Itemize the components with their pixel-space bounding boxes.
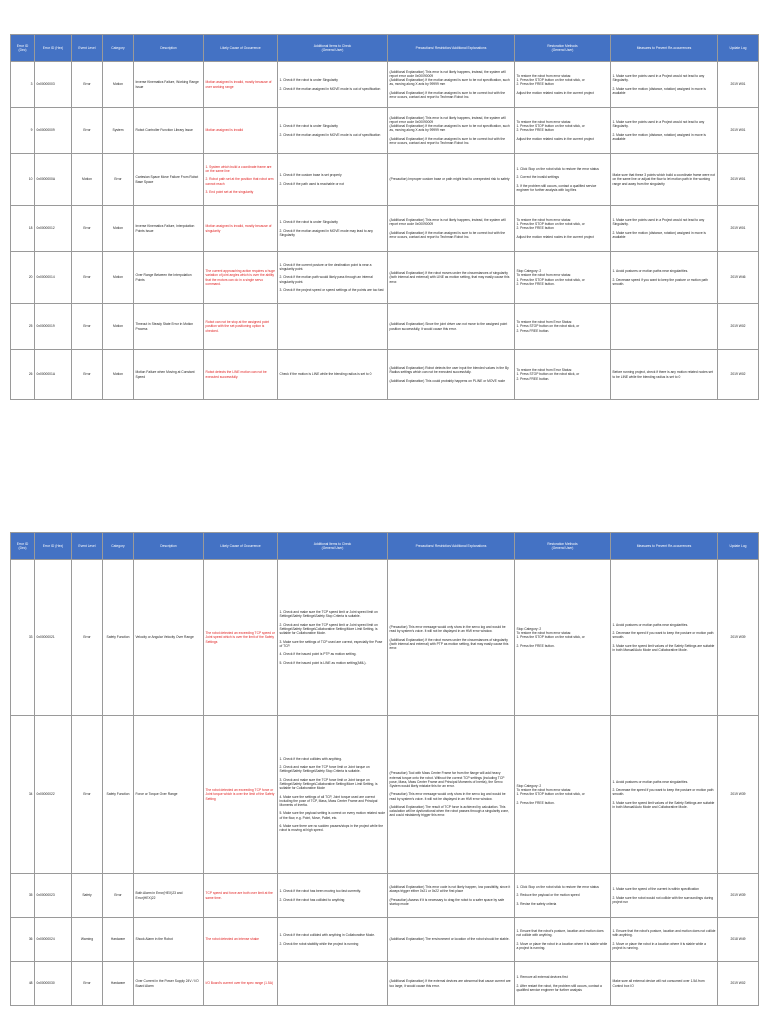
header-row	[11, 533, 759, 560]
cell-event-level: Error	[72, 206, 103, 252]
cell-precautions: (Precaution) Improper custom base or path might lead to unexpected risk to safety	[388, 154, 515, 206]
cell-restoration-methods: 1. Click Stop on the robot stick to restore the error status 2. Correct the invalid settings 3. If the problem still occurs, contact a qualified service engineer for further analysis with log files	[515, 154, 611, 206]
cell-error-id-hex: 0x00000023	[35, 874, 72, 918]
cell-event-level: Safety	[72, 874, 103, 918]
column-header-error-id-dec: Error ID (Dec)	[11, 35, 35, 62]
cell-items-to-check: 1. Check if the robot collided with anything in Collaborative Mode. 2. Check the robot stability while the project is running	[278, 918, 388, 962]
cell-event-level: Motion	[72, 154, 103, 206]
column-header-description: Description	[134, 533, 204, 560]
table-row	[11, 560, 759, 716]
cell-category: Hardware	[103, 962, 134, 1006]
cell-likely-cause: Robot detects the LINE motion can not be executed successfully.	[204, 350, 278, 400]
cell-description: Cartesian Space Move Failure From Robot Base Space	[134, 154, 204, 206]
cell-prevention-measures: 1. Avoid postures or motion paths near singularities. 2. Decrease speed if you want to keep the posture or motion path smooth.	[611, 252, 718, 304]
table-row	[11, 252, 759, 304]
cell-precautions: (Additional Explanation) This error is not likely happens, instead, the system will report error code 0x00090009 (Additional Explanation) If the motion assigned is sure to be not specification, such as, moving along X axis by 99999 mm (Additional Explanation) If the motion assigned is sure to be correct but with the error occurs, contact and report to Techman Robot Inc.	[388, 108, 515, 154]
column-header-error-id-dec: Error ID (Dec)	[11, 533, 35, 560]
column-header-items-to-check: Additional Items to Check (General User)	[278, 35, 388, 62]
error-table-2	[10, 532, 759, 1006]
cell-event-level: Error	[72, 962, 103, 1006]
cell-restoration-methods: Stop Category: 2 To restore the robot from error status: 1. Press the STOP button on the robot stick, or 2. Press the FREE button.	[515, 252, 611, 304]
column-header-category: Category	[103, 35, 134, 62]
cell-items-to-check: 1. Check if the robot is under Singularity 2. Check if the motion assigned in MOVE mode is out of specification	[278, 62, 388, 108]
cell-prevention-measures: 1. Make sure the points used in a Project would not lead to any Singularity. 2. Make sure the motion (distance, rotation) assigned in move is available	[611, 108, 718, 154]
cell-restoration-methods: 1. Remove all external devices first 2. After restart the robot, the problem still occurs, contact a qualified service engineer for further analysis	[515, 962, 611, 1006]
cell-update-log: 2019 W01	[718, 154, 759, 206]
cell-precautions: (Precaution) This error message would only show in the servo log and would be read by system's voice. It will not be displayed in an HMI error window. (Additional Explanation) If the robot moves under the circumstances of singularity (both internal and external) with PTP as motion setting, that may easily cause this error.	[388, 560, 515, 716]
cell-items-to-check	[278, 962, 388, 1006]
cell-error-id-dec: 34	[11, 716, 35, 874]
cell-restoration-methods: To restore the robot from error status: 1. Press the STOP button on the robot stick, or 2. Press the FREE button Adjust the motion related nodes in the current project	[515, 206, 611, 252]
cell-error-id-dec: 20	[11, 252, 35, 304]
cell-update-log: 2019 W39	[718, 560, 759, 716]
cell-error-id-hex: 0x0000000A	[35, 154, 72, 206]
cell-update-log: 2019 W01	[718, 206, 759, 252]
cell-restoration-methods: Stop Category: 2 To restore the robot from error status: 1. Press the STOP button on the robot stick, or 2. Press the FREE button.	[515, 560, 611, 716]
table-row	[11, 154, 759, 206]
cell-category: System	[103, 108, 134, 154]
cell-update-log: 2019 W39	[718, 874, 759, 918]
cell-items-to-check: 1. Check if the custom base is set properly 2. Check if the path used is reachable or not	[278, 154, 388, 206]
cell-event-level: Error	[72, 304, 103, 350]
column-header-likely-cause: Likely Cause of Occurrence	[204, 533, 278, 560]
cell-likely-cause: The robot detected an intense shake	[204, 918, 278, 962]
cell-category: Safety Function	[103, 560, 134, 716]
cell-items-to-check: 1. Check and make sure the TCP speed limit or Joint speed limit on Settings\Safety Settings\Safety Stop Criteria is suitable. 2. Check and make sure the TCP speed limit or Joint speed limit on Settings\Safety Settings\Collaborative Setting\More Limit Setting, is suitable for Collaborative Mode. 3. Make sure the settings of TCP used are correct, especially the Pose of TCP. 4. Check if the issued point is PTP as motion setting. 5. Check if the issued point is LINE as motion setting(AML).	[278, 560, 388, 716]
table-row	[11, 874, 759, 918]
cell-error-id-dec: 48	[11, 962, 35, 1006]
column-header-prevention-measures: Measures to Prevent Re-occurrences	[611, 533, 718, 560]
table-row	[11, 350, 759, 400]
cell-description: Both Alarm in Error(HEX)23 and Error(HEX)22	[134, 874, 204, 918]
cell-likely-cause: 1. System which build a coordinate frame are on the same line 2. Robot path set at the position that robot arm cannot reach 3. End point set at the singularity	[204, 154, 278, 206]
cell-error-id-hex: 0x00000012	[35, 206, 72, 252]
cell-precautions: (Additional Explanation) If the external devices are abnormal that cause current are too large, it would cause this error.	[388, 962, 515, 1006]
column-header-items-to-check: Additional Items to Check (General User)	[278, 533, 388, 560]
cell-likely-cause: Robot can not be stop at the assigned point position with the set positioning option is checked.	[204, 304, 278, 350]
cell-precautions: (Additional Explanation) This error is not likely happens, instead, the system will report error code 0x00090009 (Additional Explanation) If the motion assigned is sure to be correct but with the error occurs, contact and report to Techman Robot Inc.	[388, 206, 515, 252]
cell-description: Velocity or Angular Velocity Over Range	[134, 560, 204, 716]
cell-prevention-measures: Make sure all external device will not consumed over 1.5A from Control box IO	[611, 962, 718, 1006]
cell-update-log: 2019 W46	[718, 252, 759, 304]
column-header-event-level: Event Level	[72, 35, 103, 62]
cell-description: Inverse Kinematics Failure, Working Range Issue	[134, 62, 204, 108]
cell-precautions: (Additional Explanation) This error is not likely happens, instead, the system will report error code 0x00090009 (Additional Explanation) If the motion assigned is sure to be not specification, such as, moving along X axis by 99999 mm (Additional Explanation) If the motion assigned is sure to be correct but with the error occurs, contact and report to Techman Robot Inc.	[388, 62, 515, 108]
cell-restoration-methods: 1. Ensure that the robot's posture, location and motion does not collide with anything. 2. Move or place the robot in a location where it is stable while a project is running.	[515, 918, 611, 962]
cell-update-log: 2019 W01	[718, 108, 759, 154]
table-row	[11, 304, 759, 350]
column-header-description: Description	[134, 35, 204, 62]
cell-category: Hardware	[103, 918, 134, 962]
column-header-error-id-hex: Error ID (Hex)	[35, 533, 72, 560]
table-row	[11, 206, 759, 252]
cell-likely-cause: The current approaching action requires a huge variation of joint angles which is over the ability that the motors can do in a single servo command.	[204, 252, 278, 304]
cell-error-id-hex: 0x00000003	[35, 62, 72, 108]
cell-restoration-methods: 1. Click Stop on the robot stick to restore the error status 2. Reduce the payload or the motion speed 3. Revise the safety criteria	[515, 874, 611, 918]
cell-likely-cause: Motion assigned is invalid, mostly because of over working range	[204, 62, 278, 108]
cell-restoration-methods: To restore the robot from Error Status: 1. Press STOP button on the robot stick, or 2. Press FREE button.	[515, 304, 611, 350]
cell-update-log: 2019 W39	[718, 716, 759, 874]
cell-error-id-hex: 0x00000030	[35, 962, 72, 1006]
cell-items-to-check: 1. Check if the robot is under Singularity 2. Check if the motion assigned in MOVE mode is out of specification	[278, 108, 388, 154]
cell-update-log: 2019 W02	[718, 304, 759, 350]
cell-description: Shock Alarm in the Robot	[134, 918, 204, 962]
cell-category: Safety Function	[103, 716, 134, 874]
cell-error-id-hex: 0x00000024	[35, 918, 72, 962]
table-row	[11, 918, 759, 962]
cell-likely-cause: The robot detected an exceeding TCP force or Joint torque which is over the limit of the Safety Setting	[204, 716, 278, 874]
cell-items-to-check: 1. Check if the robot collides with anything. 2. Check and make sure the TCP force limit or Joint torque on Settings\Safety Settings\Safety Stop Criteria is suitable. 3. Check and make sure the TCP force limit or Joint torque on Settings\Safety Settings\Collaborative Setting\More Limit Setting, is suitable for Collaborative Mode 4. Make sure the settings of all TCP, Joint torque used are correct including the pose of TCP, Mass, Mass Center Frame and Principal Moments of Inertia. 5. Make sure the payload setting is correct on every motion related node of the flow, e.g. Point, Move, Pallet, etc. 6. Make sure there are no sudden pauses/stops in the project while the robot is moving at high speed.	[278, 716, 388, 874]
cell-precautions: (Additional Explanation) Since the joint driver can not move to the assigned point position successfully, it would cause this error.	[388, 304, 515, 350]
cell-error-id-dec: 33	[11, 560, 35, 716]
cell-event-level: Error	[72, 252, 103, 304]
cell-prevention-measures: 1. Avoid postures or motion paths near singularities. 2. Decrease the speed if you want to keep the posture or motion path smooth. 3. Make sure the speed limit values of the Safety Settings are suitable in both Manual/Auto Mode and Collaborative Mode.	[611, 716, 718, 874]
cell-event-level: Warning	[72, 918, 103, 962]
cell-category: Motion	[103, 206, 134, 252]
cell-update-log: 2019 W01	[718, 62, 759, 108]
cell-error-id-dec: 10	[11, 154, 35, 206]
cell-items-to-check: 1. Check if the current posture or the destination point is near a singularity point. 2. Check if the motion path would likely pass through an internal singularity point. 3. Check if the project speed or speed settings of the points are too fast	[278, 252, 388, 304]
cell-prevention-measures: 1. Make sure the speed of the current is within specification 2. Make sure the robot would not collide with the surroundings during project run	[611, 874, 718, 918]
column-header-restoration-methods: Restoration Methods (General User)	[515, 533, 611, 560]
cell-error-id-hex: 0x0000001A	[35, 350, 72, 400]
cell-event-level: Error	[72, 350, 103, 400]
cell-likely-cause: I/O Board's current over the spec range (1.5A)	[204, 962, 278, 1006]
cell-restoration-methods: To restore the robot from error status: 1. Press the STOP button on the robot stick, or 2. Press the FREE button Adjust the motion related nodes in the current project	[515, 62, 611, 108]
cell-category: Error	[103, 154, 134, 206]
cell-event-level: Error	[72, 560, 103, 716]
cell-prevention-measures: Make sure that these 3 points which build a coordinate frame were not on the same line or adjust the flow to let motion path in the working range and away from the singularity	[611, 154, 718, 206]
cell-likely-cause: Motion assigned is invalid, mostly because of singularity	[204, 206, 278, 252]
header-row	[11, 35, 759, 62]
cell-restoration-methods: To restore the robot from Error Status: 1. Press STOP button on the robot stick, or 2. Press FREE button.	[515, 350, 611, 400]
cell-error-id-hex: 0x00000009	[35, 108, 72, 154]
cell-category: Motion	[103, 350, 134, 400]
cell-description: Over Current in the Power Supply 24V / I/O Board Alarm	[134, 962, 204, 1006]
cell-error-id-hex: 0x00000014	[35, 252, 72, 304]
column-header-update-log: Update Log	[718, 533, 759, 560]
cell-error-id-dec: 18	[11, 206, 35, 252]
cell-description: Inverse Kinematics Failure, Interpolation Points Issue	[134, 206, 204, 252]
table-row	[11, 716, 759, 874]
cell-event-level: Error	[72, 62, 103, 108]
cell-likely-cause: Motion assigned is invalid	[204, 108, 278, 154]
cell-error-id-dec: 26	[11, 350, 35, 400]
cell-items-to-check	[278, 304, 388, 350]
cell-precautions: (Precaution) Tool with Mass Center Frame far from the flange will add heavy external torque onto the robot. Without the correct TCP settings (including TCP pose, Mass, Mass Center Frame and Principal Moments of Inertia), the Servo System would likely mistake this for an error. (Precaution) This error message would only show in the servo log and would be read by system's voice. It will not be displayed in an HMI error window. (Additional Explanation) The result of TCP force is achieved by calculation. This calculation will be dysfunctional when the robot passes through a singularity zone, and could mistakenly trigger this error.	[388, 716, 515, 874]
cell-description: Over Range Between the Interpolation Points	[134, 252, 204, 304]
cell-update-log: 2018 W49	[718, 918, 759, 962]
cell-category: Motion	[103, 304, 134, 350]
cell-description: Timeout in Steady State Error in Motion Process	[134, 304, 204, 350]
cell-error-id-dec: 9	[11, 108, 35, 154]
cell-description: Robot Controller Function Library Issue	[134, 108, 204, 154]
cell-restoration-methods: Stop Category: 2 To restore the robot from error status: 1. Press the STOP button on the robot stick, or 2. Press the FREE button.	[515, 716, 611, 874]
cell-error-id-dec: 25	[11, 304, 35, 350]
column-header-category: Category	[103, 533, 134, 560]
column-header-event-level: Event Level	[72, 533, 103, 560]
cell-restoration-methods: To restore the robot from error status: 1. Press the STOP button on the robot stick, or 2. Press the FREE button Adjust the motion related nodes in the current project	[515, 108, 611, 154]
table-row	[11, 62, 759, 108]
cell-update-log: 2019 W02	[718, 350, 759, 400]
cell-items-to-check: 1. Check if the robot has been moving too fast currently. 2. Check if the robot has collided to anything	[278, 874, 388, 918]
column-header-prevention-measures: Measures to Prevent Re-occurrences	[611, 35, 718, 62]
cell-update-log: 2019 W02	[718, 962, 759, 1006]
cell-precautions: (Additional Explanation) If the robot moves under the circumstances of singularity (both internal and external) with LINE as motion setting, that may easily cause this error.	[388, 252, 515, 304]
cell-precautions: (Additional Explanation) This error code is not likely happen, low possibility, since it always trigger either 0x21 or 0x22 at the first place (Precaution) Assess if it is necessary to drag the robot to a safer space by safe startup mode	[388, 874, 515, 918]
cell-event-level: Error	[72, 108, 103, 154]
cell-error-id-dec: 3	[11, 62, 35, 108]
cell-error-id-hex: 0x00000019	[35, 304, 72, 350]
cell-prevention-measures: 1. Ensure that the robot's posture, location and motion does not collide with anything. 2. Move or place the robot in a location where it is stable while a project is running.	[611, 918, 718, 962]
table-row	[11, 108, 759, 154]
cell-precautions: (Additional Explanation) Robot detects the user input the blended values in the By Radius settings which can not be executed successfully. (Additional Explanation) This could probably happens on PLINE or MOVE node	[388, 350, 515, 400]
cell-prevention-measures: 1. Make sure the points used in a Project would not lead to any Singularity. 2. Make sure the motion (distance, rotation) assigned in move is available	[611, 62, 718, 108]
column-header-likely-cause: Likely Cause of Occurrence	[204, 35, 278, 62]
column-header-update-log: Update Log	[718, 35, 759, 62]
cell-prevention-measures: Before running project, check if there is any motion related nodes set to be LINE while the blending radius is set to 0	[611, 350, 718, 400]
cell-category: Motion	[103, 62, 134, 108]
cell-likely-cause: The robot detected an exceeding TCP speed or Joint speed which is over the limit of the Safety Settings	[204, 560, 278, 716]
cell-category: Motion	[103, 252, 134, 304]
error-table-1	[10, 34, 759, 400]
cell-error-id-hex: 0x00000021	[35, 560, 72, 716]
cell-items-to-check: Check if the motion is LINE while the blending radius is set to 0	[278, 350, 388, 400]
cell-prevention-measures: 1. Avoid postures or motion paths near singularities. 2. Decrease the speed if you want to keep the posture or motion path smooth. 3. Make sure the speed limit values of the Safety Settings are suitable in both Manual/Auto Mode and Collaborative Mode.	[611, 560, 718, 716]
table-row	[11, 962, 759, 1006]
cell-items-to-check: 1. Check if the robot is under Singularity 2. Check if the motion assigned in MOVE mode may lead to any Singularity	[278, 206, 388, 252]
cell-error-id-dec: 36	[11, 918, 35, 962]
column-header-precautions: Precautions/ Restriction/ Additional Explanations	[388, 35, 515, 62]
cell-event-level: Error	[72, 716, 103, 874]
cell-description: Force or Torque Over Range	[134, 716, 204, 874]
cell-precautions: (Additional Explanation) The environment or location of the robot should be stable.	[388, 918, 515, 962]
cell-likely-cause: TCP speed and force are both over limit at the same time.	[204, 874, 278, 918]
cell-description: Motion Failure when Moving at Constant Speed	[134, 350, 204, 400]
cell-category: Error	[103, 874, 134, 918]
column-header-restoration-methods: Restoration Methods (General User)	[515, 35, 611, 62]
cell-error-id-dec: 35	[11, 874, 35, 918]
cell-prevention-measures	[611, 304, 718, 350]
cell-prevention-measures: 1. Make sure the points used in a Project would not lead to any Singularity. 2. Make sure the motion (distance, rotation) assigned in move is available	[611, 206, 718, 252]
cell-error-id-hex: 0x00000022	[35, 716, 72, 874]
column-header-error-id-hex: Error ID (Hex)	[35, 35, 72, 62]
column-header-precautions: Precautions/ Restriction/ Additional Explanations	[388, 533, 515, 560]
